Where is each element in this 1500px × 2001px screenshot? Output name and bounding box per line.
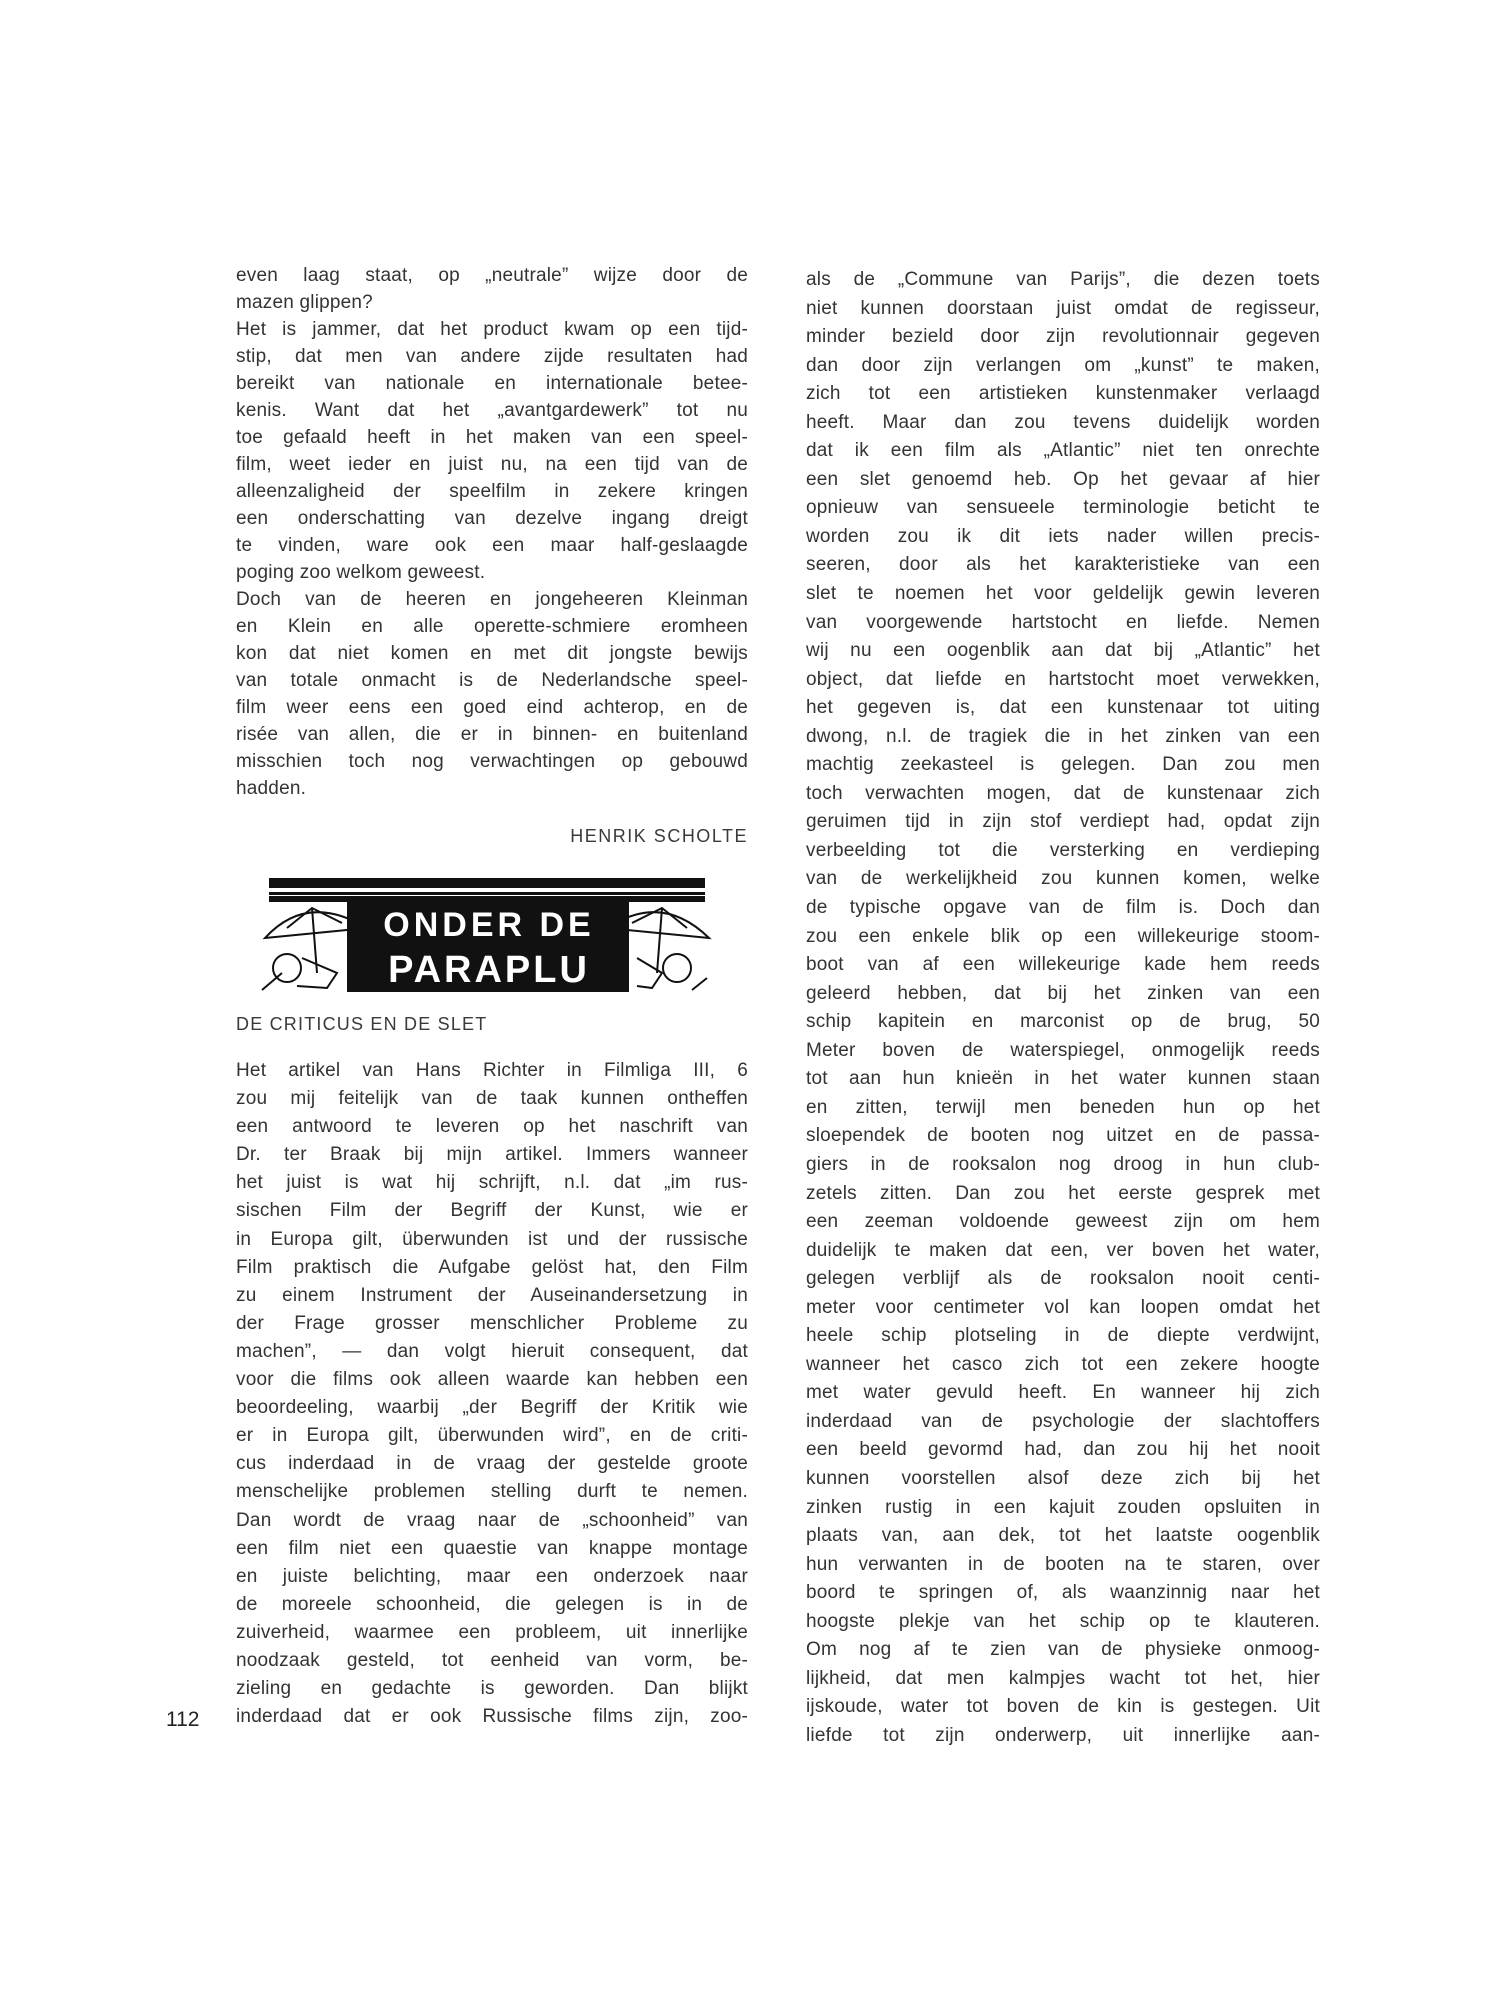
text-line: liefde tot zijn onderwerp, uit innerlijke aan- xyxy=(806,1724,1320,1746)
text-line: geleerd hebben, dat bij het zinken van een xyxy=(806,982,1320,1004)
text-line: Film praktisch die Aufgabe gelöst hat, den Film xyxy=(236,1256,748,1278)
text-line: toe gefaald heeft in het maken van een speel- xyxy=(236,427,748,448)
text-line: tot aan hun knieën in het water kunnen staan xyxy=(806,1068,1320,1090)
text-line: heele schip plotseling in de diepte verdwijnt, xyxy=(806,1325,1320,1347)
text-line: film weer eens een goed eind achterop, en de xyxy=(236,697,748,718)
svg-text:ONDER DE: ONDER DE xyxy=(383,906,595,944)
text-line: van de werkelijkheid zou kunnen komen, welke xyxy=(806,868,1320,890)
text-line: een antwoord te leveren op het naschrift van xyxy=(236,1116,748,1138)
text-line: zou mij feitelijk van de taak kunnen ontheffen xyxy=(236,1088,748,1110)
text-line: boord te springen of, als waanzinnig naar het xyxy=(806,1582,1320,1604)
text-line: als de „Commune van Parijs”, die dezen toets xyxy=(806,269,1320,290)
text-line: cus inderdaad in de vraag der gestelde groote xyxy=(236,1453,748,1475)
text-line: een beeld gevormd had, dan zou hij het nooit xyxy=(806,1439,1320,1461)
text-line: de moreele schoonheid, die gelegen is in de xyxy=(236,1593,748,1615)
text-line: Doch van de heeren en jongeheeren Kleinman xyxy=(236,589,748,610)
text-line: wanneer het casco zich tot een zekere hoogte xyxy=(806,1353,1320,1375)
text-line: sloependek de booten nog uitzet en de passa- xyxy=(806,1125,1320,1147)
text-line: giers in de rooksalon nog droog in hun club- xyxy=(806,1153,1320,1175)
right-column-text xyxy=(806,266,1320,1750)
author-signature: HENRIK SCHOLTE xyxy=(570,826,748,846)
text-line: even laag staat, op „neutrale” wijze door de xyxy=(236,265,748,286)
text-line: niet kunnen doorstaan juist omdat de regisseur, xyxy=(806,297,1320,319)
left-column-article-text xyxy=(236,1057,748,1731)
figure-left-icon xyxy=(262,954,337,990)
text-line: een onderschatting van dezelve ingang dreigt xyxy=(236,508,748,529)
figure-right-icon xyxy=(637,954,707,990)
text-line: zinken rustig in een kajuit zouden opsluiten in xyxy=(806,1496,1320,1518)
text-line: Om nog af te zien van de physieke onmoog- xyxy=(806,1639,1320,1661)
text-line: te vinden, ware ook een maar half-geslaagde xyxy=(236,535,748,556)
text-line: film, weet ieder en juist nu, na een tijd van de xyxy=(236,454,748,475)
text-line: noodzaak gesteld, tot eenheid van vorm, be- xyxy=(236,1649,748,1671)
text-line: poging zoo welkom geweest. xyxy=(236,562,486,583)
text-line: zuiverheid, waarmee een probleem, uit innerlijke xyxy=(236,1621,748,1643)
text-line: hoogste plekje van het schip op te klauteren. xyxy=(806,1610,1320,1632)
text-line: toch verwachten mogen, dat de kunstenaar zich xyxy=(806,782,1320,804)
text-line: seeren, door als het karakteristieke van een xyxy=(806,554,1320,576)
text-line: kunnen voorstellen alsof deze zich bij het xyxy=(806,1467,1320,1489)
text-line: zich tot een artistieken kunstenmaker verlaagd xyxy=(806,383,1320,405)
text-line: verbeelding tot die versterking en verdieping xyxy=(806,839,1320,861)
text-line: object, dat liefde en hartstocht moet verwekken, xyxy=(806,668,1320,690)
text-line: lijkheid, dat men kalmpjes wacht tot het, hier xyxy=(806,1667,1320,1689)
text-line: in Europa gilt, überwunden ist und der russische xyxy=(236,1228,748,1250)
text-line: risée van allen, die er in binnen- en buitenland xyxy=(236,724,748,745)
text-line: sischen Film der Begriff der Kunst, wie er xyxy=(236,1200,748,1222)
text-line: en juiste belichting, maar een onderzoek naar xyxy=(236,1565,748,1587)
text-line: een film niet een quaestie van knappe montage xyxy=(236,1537,748,1559)
text-line: gelegen verblijf als de rooksalon nooit centi- xyxy=(806,1268,1320,1290)
text-line: wij nu een oogenblik aan dat bij „Atlantic” het xyxy=(806,640,1320,662)
onder-de-paraplu-logo xyxy=(257,878,717,996)
text-line: dwong, n.l. de tragiek die in het zinken van een xyxy=(806,725,1320,747)
logo-top-bar xyxy=(269,878,705,888)
text-line: Het is jammer, dat het product kwam op een tijd- xyxy=(236,319,748,340)
text-line: hun verwanten in de booten na te staren, over xyxy=(806,1553,1320,1575)
text-line: dat ik een film als „Atlantic” niet ten onrechte xyxy=(806,440,1320,462)
text-line: kenis. Want dat het „avantgardewerk” tot nu xyxy=(236,400,748,421)
text-line: slet te noemen het voor geldelijk gewin leveren xyxy=(806,583,1320,605)
text-line: schip kapitein en marconist op de brug, 50 xyxy=(806,1011,1320,1033)
text-line: het gegeven is, dat een kunstenaar tot uiting xyxy=(806,697,1320,719)
text-line: stip, dat men van andere zijde resultaten had xyxy=(236,346,748,367)
svg-text:PARAPLU: PARAPLU xyxy=(388,949,590,991)
text-line: machen”, — dan volgt hieruit consequent, dat xyxy=(236,1340,748,1362)
text-line: en zitten, terwijl men beneden hun op het xyxy=(806,1096,1320,1118)
left-column-top-text xyxy=(236,262,748,802)
text-line: mazen glippen? xyxy=(236,292,373,313)
text-line: minder bezield door zijn revolutionnair gegeven xyxy=(806,326,1320,348)
text-line: heeft. Maar dan zou tevens duidelijk worden xyxy=(806,411,1320,433)
text-line: alleenzaligheid der speelfilm in zekere kringen xyxy=(236,481,748,502)
text-line: duidelijk te maken dat een, ver boven het water, xyxy=(806,1239,1320,1261)
text-line: en Klein en alle operette-schmiere eromheen xyxy=(236,616,748,637)
text-line: van totale onmacht is de Nederlandsche speel- xyxy=(236,670,748,691)
text-line: Dr. ter Braak bij mijn artikel. Immers wanneer xyxy=(236,1144,748,1166)
text-line: de typische opgave van de film is. Doch dan xyxy=(806,897,1320,919)
text-line: zieling en gedachte is geworden. Dan blijkt xyxy=(236,1678,748,1700)
text-line: opnieuw van sensueele terminologie beticht te xyxy=(806,497,1320,519)
page-number: 112 xyxy=(166,1708,200,1731)
text-line: kon dat niet komen en met dit jongste bewijs xyxy=(236,643,748,664)
text-line: een slet genoemd heb. Op het gevaar af hier xyxy=(806,468,1320,490)
text-line: misschien toch nog verwachtingen op gebouwd xyxy=(236,751,748,772)
text-line: plaats van, aan dek, tot het laatste oogenblik xyxy=(806,1525,1320,1547)
text-line: worden zou ik dit iets nader willen precis- xyxy=(806,525,1320,547)
text-line: een zeeman voldoende geweest zijn om hem xyxy=(806,1211,1320,1233)
text-line: bereikt van nationale en internationale betee- xyxy=(236,373,748,394)
text-line: met water gevuld heeft. En wanneer hij zich xyxy=(806,1382,1320,1404)
text-line: het juist is wat hij schrijft, n.l. dat „im rus- xyxy=(236,1172,748,1194)
text-line: van voorgewende hartstocht en liefde. Nemen xyxy=(806,611,1320,633)
text-line: hadden. xyxy=(236,778,307,799)
text-line: geruimen tijd in zijn stof verdiept had, opdat zijn xyxy=(806,811,1320,833)
text-line: inderdaad dat er ook Russische films zijn, zoo- xyxy=(236,1706,748,1728)
text-line: dan door zijn verlangen om „kunst” te maken, xyxy=(806,354,1320,376)
text-line: Meter boven de waterspiegel, onmogelijk reeds xyxy=(806,1039,1320,1061)
text-line: ijskoude, water tot boven de kin is gestegen. Uit xyxy=(806,1696,1320,1718)
text-line: machtig zeekasteel is gelegen. Dan zou men xyxy=(806,754,1320,776)
text-line: meter voor centimeter vol kan loopen omdat het xyxy=(806,1296,1320,1318)
text-line: inderdaad van de psychologie der slachtoffers xyxy=(806,1410,1320,1432)
text-line: Dan wordt de vraag naar de „schoonheid” van xyxy=(236,1509,748,1531)
text-line: zu einem Instrument der Auseinandersetzung in xyxy=(236,1284,748,1306)
section-heading: DE CRITICUS EN DE SLET xyxy=(236,1014,488,1034)
text-line: Het artikel van Hans Richter in Filmliga III, 6 xyxy=(236,1060,748,1081)
text-line: er in Europa gilt, überwunden wird”, en de criti- xyxy=(236,1425,748,1447)
text-line: zetels zitten. Dan zou het eerste gesprek met xyxy=(806,1182,1320,1204)
text-line: beoordeeling, waarbij „der Begriff der Kritik wie xyxy=(236,1397,748,1419)
text-line: menschelijke problemen stelling durft te nemen. xyxy=(236,1481,748,1503)
text-line: zou een enkele blik op een willekeurige stoom- xyxy=(806,925,1320,947)
text-line: der Frage grosser menschlicher Probleme zu xyxy=(236,1312,748,1334)
text-line: boot van af een willekeurige kade hem reeds xyxy=(806,954,1320,976)
text-line: voor die films ook alleen waarde kan hebben een xyxy=(236,1369,748,1391)
